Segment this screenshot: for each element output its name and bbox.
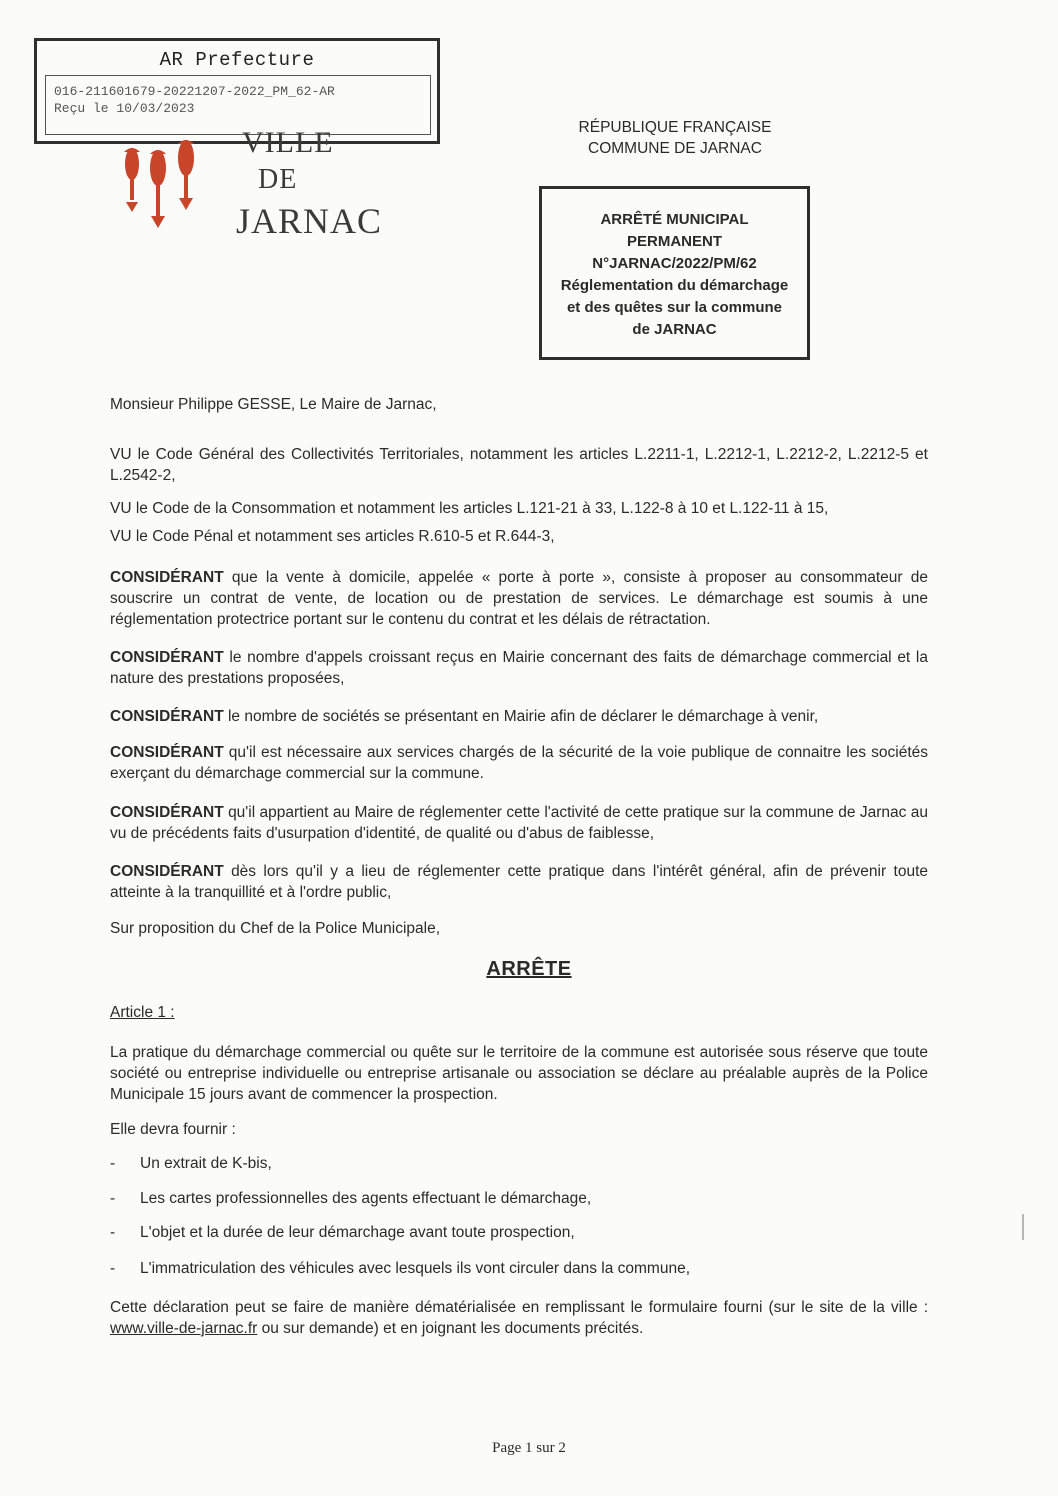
proposition-line: Sur proposition du Chef de la Police Municipale, bbox=[110, 920, 440, 937]
list-dash: - bbox=[110, 1224, 116, 1241]
vu-paragraph: VU le Code Général des Collectivités Territoriales, notamment les articles L.2211-1, L.2212-1, L.2212-2, L.2212-5 et L.2542-2, bbox=[110, 446, 928, 484]
logo-text-jarnac: JARNAC bbox=[236, 201, 383, 241]
logo-text-ville: VILLE bbox=[242, 126, 334, 159]
considerant-text: que la vente à domicile, appelée « porte à porte », consiste à proposer au consommateur de souscrire un contrat de vente, de location ou de prestation de services. Le démarchage est soumis à une réglementation protectrice portant sur le contenu du contrat et les délais de rétractation. bbox=[110, 569, 928, 628]
considerant-paragraph bbox=[110, 861, 928, 903]
vu-paragraph: VU le Code Pénal et notamment ses articles R.610-5 et R.644-3, bbox=[110, 528, 555, 545]
commune-title: COMMUNE DE JARNAC bbox=[588, 140, 762, 157]
list-item: L'objet et la durée de leur démarchage avant toute prospection, bbox=[140, 1224, 575, 1241]
considerant-paragraph bbox=[110, 647, 928, 689]
considerant-text: le nombre d'appels croissant reçus en Mairie concernant des faits de démarchage commercial et la nature des prestations proposées, bbox=[110, 649, 928, 687]
considerant-label: CONSIDÉRANT bbox=[110, 744, 224, 761]
list-dash: - bbox=[110, 1155, 116, 1172]
article-1-text: La pratique du démarchage commercial ou quête sur le territoire de la commune est autorisée sous réserve que toute société ou entreprise individuelle ou entreprise artisanale ou association se déclare au préalable auprès de la Police Municipale 15 jours avant de commencer la prospection. bbox=[110, 1044, 928, 1103]
considerant-paragraph bbox=[110, 567, 928, 630]
list-item: Les cartes professionnelles des agents effectuant le démarchage, bbox=[140, 1190, 592, 1207]
arrete-box-line: de JARNAC bbox=[632, 321, 717, 338]
considerant-label: CONSIDÉRANT bbox=[110, 569, 224, 586]
website-link[interactable]: www.ville-de-jarnac.fr bbox=[110, 1320, 258, 1337]
arrete-box-line: Réglementation du démarchage bbox=[560, 277, 789, 294]
considerant-text: dès lors qu'il y a lieu de réglementer cette pratique dans l'intérêt général, afin de prévenir toute atteinte à la tranquillité et à l'ordre public, bbox=[110, 863, 928, 901]
logo-text-de: DE bbox=[258, 164, 298, 195]
article-1-title bbox=[110, 1004, 175, 1022]
republic-header bbox=[540, 117, 810, 159]
list-item: L'immatriculation des véhicules avec lesquels ils vont circuler dans la commune, bbox=[140, 1260, 691, 1277]
considerant-paragraph bbox=[110, 802, 928, 844]
article-1-intro: Elle devra fournir : bbox=[110, 1121, 236, 1138]
arrete-box-line: ARRÊTÉ MUNICIPAL bbox=[600, 211, 749, 228]
declaration-end: ou sur demande) et en joignant les documents précités. bbox=[257, 1320, 644, 1337]
salutation: Monsieur Philippe GESSE, Le Maire de Jarnac, bbox=[110, 396, 437, 413]
arrete-box-line: et des quêtes sur la commune bbox=[566, 299, 783, 316]
arrete-title-box bbox=[539, 186, 810, 360]
considerant-label: CONSIDÉRANT bbox=[110, 863, 224, 880]
arrete-box-line: PERMANENT bbox=[626, 233, 722, 250]
declaration-paragraph bbox=[110, 1297, 928, 1339]
declaration-text: Cette déclaration peut se faire de manière dématérialisée en remplissant le formulaire fourni (sur le site de la ville : bbox=[110, 1299, 928, 1316]
considerant-text: qu'il est nécessaire aux services chargés de la sécurité de la voie publique de connaitre les sociétés exerçant du démarchage commercial sur la commune. bbox=[110, 744, 928, 782]
arrete-box-line: N°JARNAC/2022/PM/62 bbox=[592, 255, 757, 272]
article-1-colon: : bbox=[166, 1004, 175, 1021]
considerant-label: CONSIDÉRANT bbox=[110, 708, 224, 725]
considerant-label: CONSIDÉRANT bbox=[110, 649, 224, 666]
considerant-text: le nombre de sociétés se présentant en Mairie afin de déclarer le démarchage à venir, bbox=[227, 708, 819, 725]
stamp-received-date: Reçu le 10/03/2023 bbox=[54, 101, 195, 116]
considerant-text: qu'il appartient au Maire de réglementer cette l'activité de cette pratique sur la commune de Jarnac au vu de précédents faits d'usurpation d'identité, de qualité ou d'abus de faiblesse, bbox=[110, 804, 928, 842]
stamp-reference: 016-211601679-20221207-2022_PM_62-AR bbox=[54, 84, 335, 99]
considerant-paragraph bbox=[110, 706, 928, 727]
arrete-heading: ARRÊTE bbox=[486, 958, 572, 980]
page-number: Page 1 sur 2 bbox=[492, 1440, 566, 1456]
considerant-label: CONSIDÉRANT bbox=[110, 804, 224, 821]
stamp-title: AR Prefecture bbox=[159, 49, 315, 71]
article-1-label: Article 1 bbox=[110, 1004, 166, 1021]
republic-title: RÉPUBLIQUE FRANÇAISE bbox=[578, 119, 772, 136]
list-item: Un extrait de K-bis, bbox=[140, 1155, 272, 1172]
fish-emblem-icon bbox=[118, 118, 218, 238]
scan-mark bbox=[1022, 1214, 1024, 1240]
list-dash: - bbox=[110, 1260, 116, 1277]
vu-paragraph: VU le Code de la Consommation et notamment les articles L.121-21 à 33, L.122-8 à 10 et L.122-11 à 15, bbox=[110, 500, 829, 517]
list-dash: - bbox=[110, 1190, 116, 1207]
considerant-paragraph bbox=[110, 742, 928, 784]
ville-de-jarnac-logo bbox=[118, 118, 383, 258]
